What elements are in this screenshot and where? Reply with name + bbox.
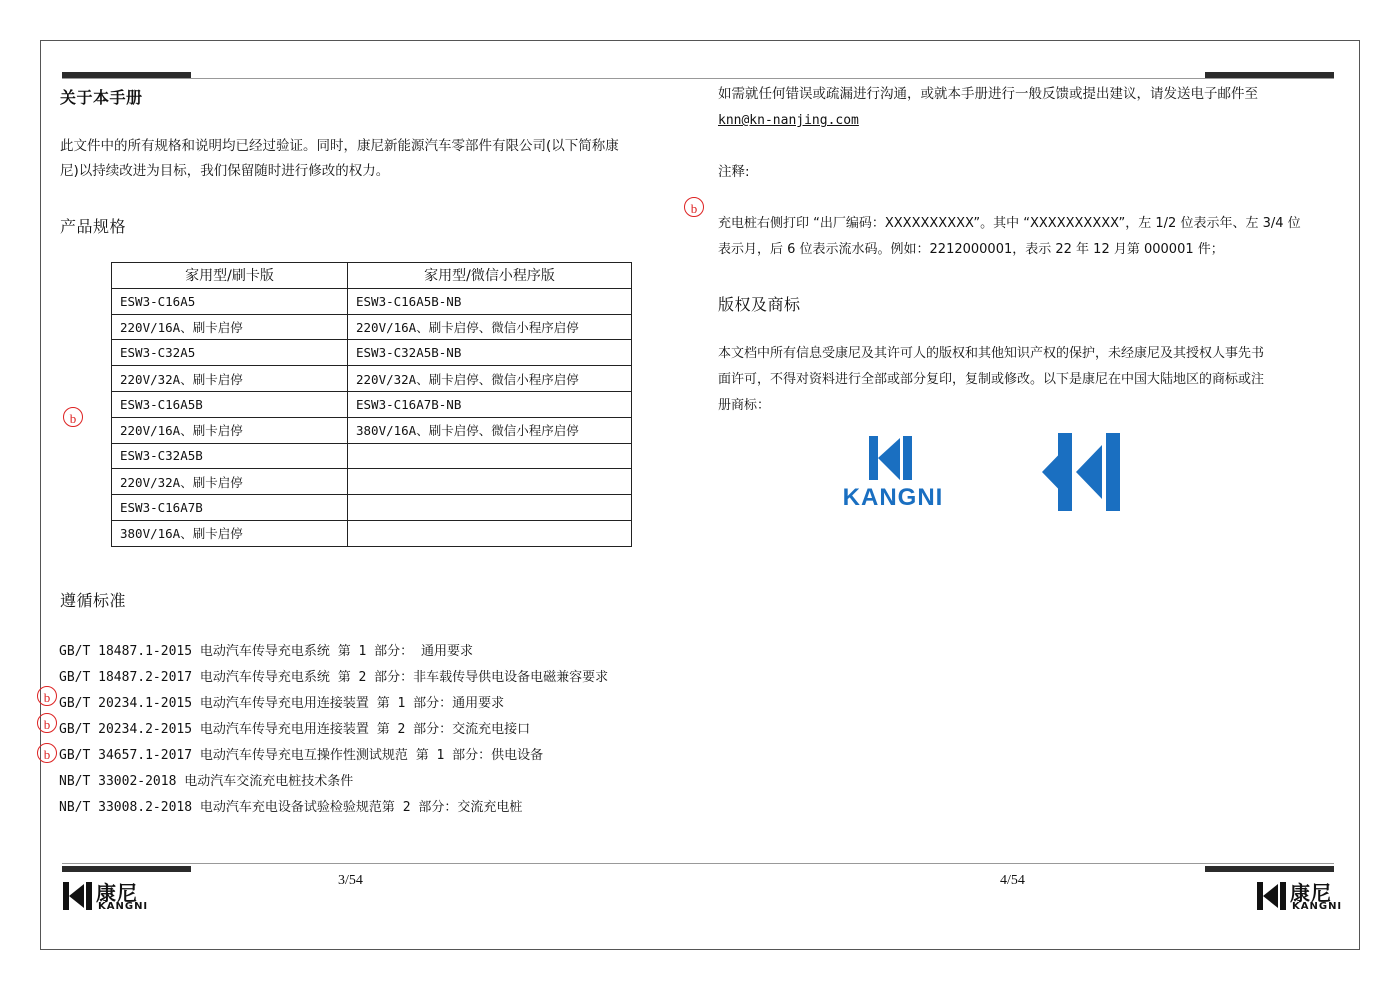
feedback-text: 如需就任何错误或疏漏进行沟通，或就本手册进行一般反馈或提出建议，请发送电子邮件至 [718, 86, 1258, 102]
spec-cell: ESW3-C16A5B [112, 391, 348, 417]
standard-item: NB/T 33002-2018 电动汽车交流充电桩技术条件 [59, 774, 354, 789]
email-link[interactable]: knn@kn-nanjing.com [718, 113, 859, 128]
spec-heading: 产品规格 [60, 217, 127, 236]
footer-logo-cn: 康尼 [1290, 881, 1332, 905]
spec-cell: 220V/16A、刷卡启停 [112, 417, 348, 443]
note-heading: 注释: [718, 164, 750, 180]
about-text-line2: 尼)以持续改进为目标，我们保留随时进行修改的权力。 [60, 163, 390, 179]
table-row [112, 314, 632, 340]
table-row [112, 469, 632, 495]
trademark-wordmark: KANGNI [842, 484, 944, 511]
spec-cell: 220V/16A、刷卡启停 [112, 314, 348, 340]
table-row [112, 366, 632, 392]
spec-cell: 220V/32A、刷卡启停、微信小程序启停 [348, 366, 632, 392]
standard-item: GB/T 18487.2-2017 电动汽车传导充电系统 第 2 部分：非车载传导供电设备电磁兼容要求 [59, 670, 609, 685]
annotation-mark: b [37, 743, 57, 763]
spec-cell: ESW3-C16A7B-NB [348, 391, 632, 417]
annotation-mark: b [37, 713, 57, 733]
footer-bar-left [62, 866, 191, 872]
spec-cell: ESW3-C32A5 [112, 340, 348, 366]
copyright-heading: 版权及商标 [718, 295, 801, 314]
spec-cell: ESW3-C16A5 [112, 288, 348, 314]
spec-cell: ESW3-C32A5B [112, 443, 348, 469]
spec-cell: 380V/16A、刷卡启停、微信小程序启停 [348, 417, 632, 443]
table-row [112, 391, 632, 417]
table-row [112, 443, 632, 469]
annotation-mark: b [63, 407, 83, 427]
standard-item: GB/T 20234.2-2015 电动汽车传导充电用连接装置 第 2 部分：交流充电接口 [59, 722, 531, 737]
copyright-line1: 本文档中所有信息受康尼及其许可人的版权和其他知识产权的保护，未经康尼及其授权人事先书 [718, 346, 1265, 361]
copyright-line3: 册商标： [718, 398, 771, 413]
spec-table [111, 262, 632, 547]
header-rule [62, 78, 1334, 79]
standard-item: GB/T 18487.1-2015 电动汽车传导充电系统 第 1 部分： 通用要求 [59, 644, 474, 659]
spec-cell: 380V/16A、刷卡启停 [112, 520, 348, 546]
footer-logo-en: KANGNI [98, 901, 149, 912]
spec-cell: 220V/16A、刷卡启停、微信小程序启停 [348, 314, 632, 340]
spec-cell: 220V/32A、刷卡启停 [112, 366, 348, 392]
standard-item: NB/T 33008.2-2018 电动汽车充电设备试验检验规范第 2 部分：交流充电桩 [59, 800, 523, 815]
footer-logo-right [1256, 879, 1356, 913]
note-line1: 充电桩右侧打印 “出厂编码：XXXXXXXXXX”。其中 “XXXXXXXXXX”，左 1/2 位表示年、左 3/4 位 [718, 216, 1301, 231]
footer-rule [62, 863, 1334, 864]
annotation-mark: b [37, 686, 57, 706]
spec-col-header-card: 家用型/刷卡版 [112, 263, 348, 289]
about-heading: 关于本手册 [60, 88, 143, 107]
page-number-left: 3/54 [338, 873, 363, 888]
spec-cell [348, 469, 632, 495]
spec-cell: ESW3-C16A7B [112, 495, 348, 521]
footer-logo-left [62, 879, 162, 913]
header-bar-right [1205, 72, 1334, 78]
kangni-logo-icon [1256, 880, 1288, 912]
standard-item: GB/T 34657.1-2017 电动汽车传导充电互操作性测试规范 第 1 部分：供电设备 [59, 748, 544, 763]
table-row [112, 417, 632, 443]
spec-cell: 220V/32A、刷卡启停 [112, 469, 348, 495]
annotation-mark: b [684, 197, 704, 217]
kangni-mark-icon [826, 434, 960, 486]
page-number-right: 4/54 [1000, 873, 1025, 888]
standard-item: GB/T 20234.1-2015 电动汽车传导充电用连接装置 第 1 部分：通用要求 [59, 696, 505, 711]
note-line2: 表示月，后 6 位表示流水码。例如：2212000001，表示 22 年 12 月第 000001 件； [718, 242, 1224, 257]
spec-table-header-row [112, 263, 632, 289]
spec-cell [348, 520, 632, 546]
about-text-line1: 此文件中的所有规格和说明均已经过验证。同时，康尼新能源汽车零部件有限公司(以下简称康 [60, 138, 619, 154]
table-row [112, 288, 632, 314]
trademark-logo-with-text [826, 434, 960, 514]
table-row [112, 495, 632, 521]
kangni-large-mark-icon [1040, 431, 1124, 513]
table-row [112, 340, 632, 366]
footer-bar-right [1205, 866, 1334, 872]
copyright-line2: 面许可，不得对资料进行全部或部分复印，复制或修改。以下是康尼在中国大陆地区的商标或注 [718, 372, 1265, 387]
kangni-logo-icon [62, 880, 94, 912]
spec-col-header-wechat: 家用型/微信小程序版 [348, 263, 632, 289]
spec-cell [348, 443, 632, 469]
table-row [112, 520, 632, 546]
footer-logo-en: KANGNI [1292, 901, 1343, 912]
footer-logo-cn: 康尼 [96, 881, 138, 905]
spec-cell [348, 495, 632, 521]
standards-heading: 遵循标准 [60, 591, 127, 610]
spec-cell: ESW3-C16A5B-NB [348, 288, 632, 314]
spec-cell: ESW3-C32A5B-NB [348, 340, 632, 366]
header-bar-left [62, 72, 191, 78]
